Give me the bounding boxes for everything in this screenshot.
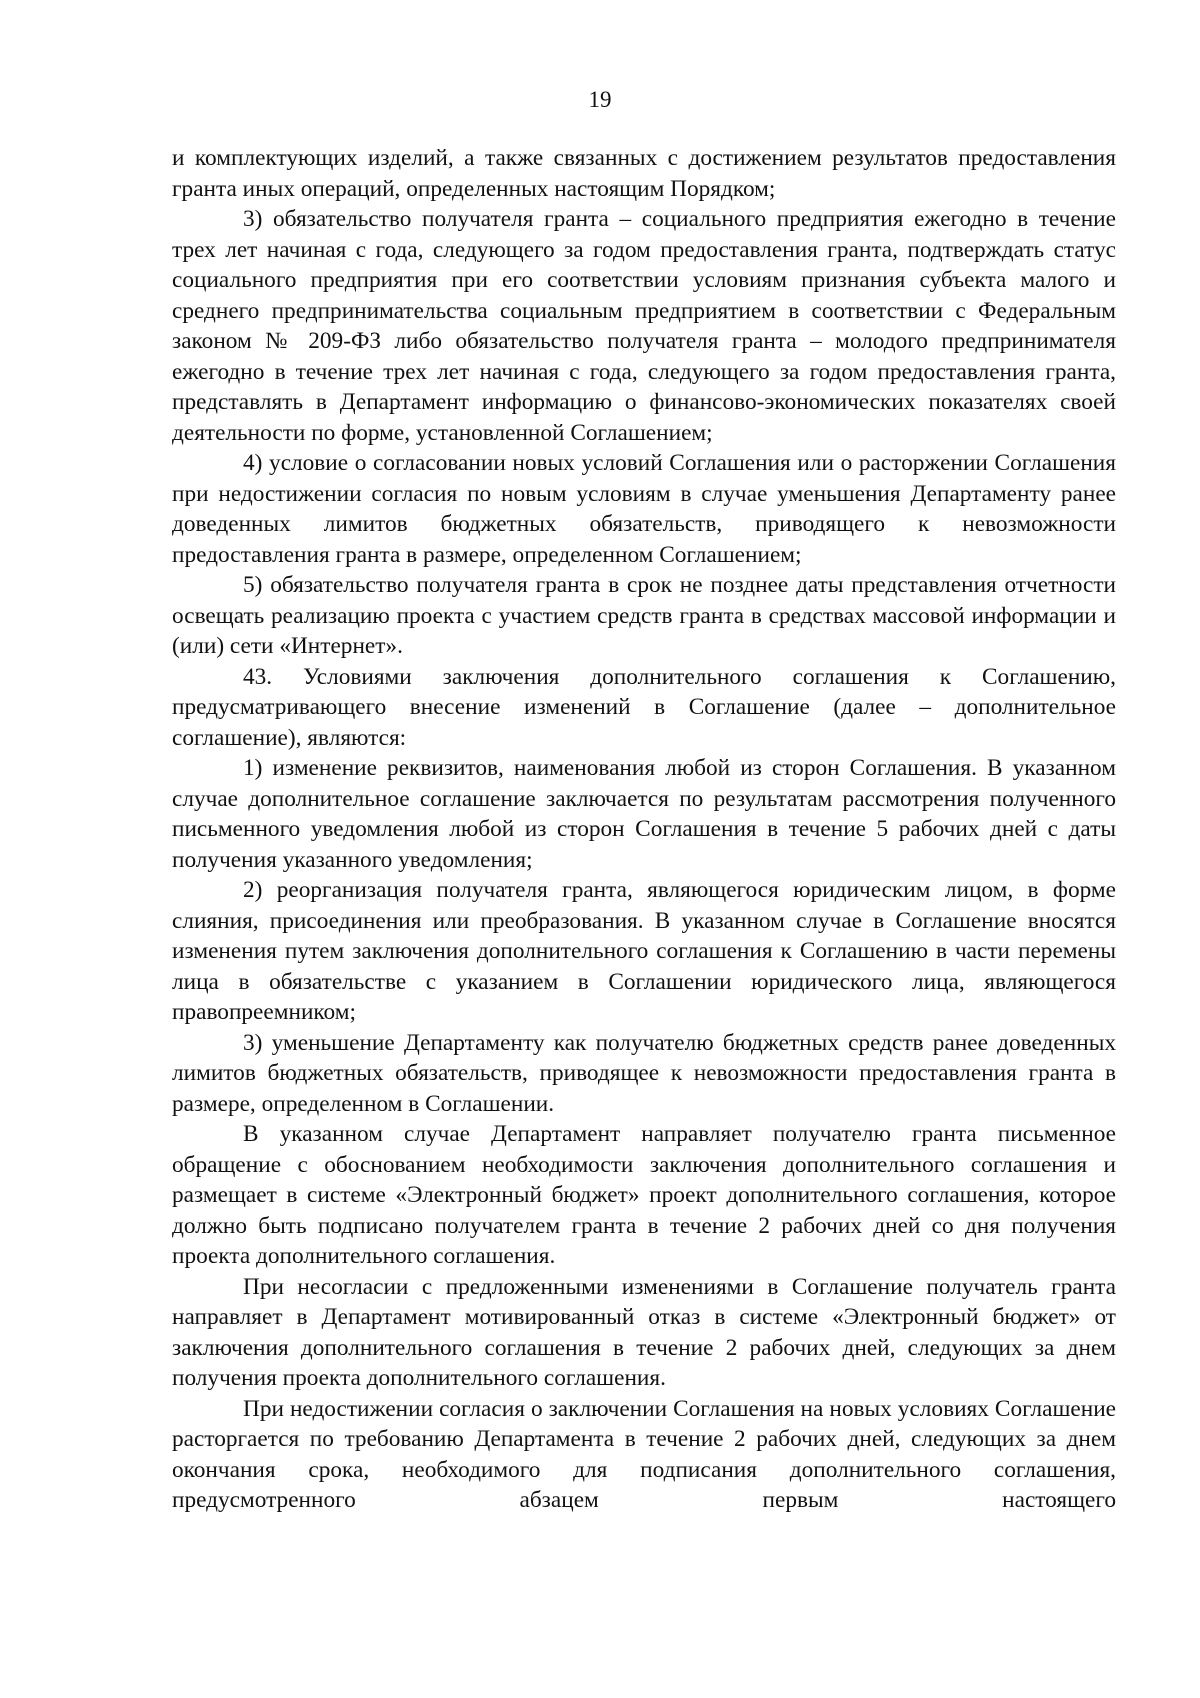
document-body bbox=[172, 143, 1116, 1516]
paragraph-item-5-media-coverage: 5) обязательство получателя гранта в срок не позднее даты представления отчетности освещать реализацию проекта с участием средств гранта в средствах массовой информации и (или) сети «Интернет». bbox=[172, 572, 1116, 659]
paragraph-item-4-agreement-conditions: 4) условие о согласовании новых условий Соглашения или о расторжении Соглашения при недостижении согласия по новым условиям в случае уменьшения Департаменту ранее доведенных лимитов бюджетных обязательств, приводящего к невозможности предоставления гранта в размере, определенном Соглашением; bbox=[172, 450, 1116, 568]
paragraph-item-2-reorganization: 2) реорганизация получателя гранта, являющегося юридическим лицом, в форме слияния, присоединения или преобразования. В указанном случае в Соглашение вносятся изменения путем заключения дополнительного соглашения к Соглашению в части перемены лица в обязательстве с указанием в Соглашении юридического лица, являющегося правопреемником; bbox=[172, 877, 1116, 1025]
paragraph-disagreement: При несогласии с предложенными изменениями в Соглашение получатель гранта направляет в Департамент мотивированный отказ в системе «Электронный бюджет» от заключения дополнительного соглашения в течение 2 рабочих дней, следующих за днем получения проекта дополнительного соглашения. bbox=[172, 1273, 1116, 1391]
page-number: 19 bbox=[588, 87, 612, 112]
paragraph-item-3-obligation-status: 3) обязательство получателя гранта – социального предприятия ежегодно в течение трех лет начиная с года, следующего за годом предоставления гранта, подтверждать статус социального предприятия при его соответствии условиям признания субъекта малого и среднего предпринимательства социальным предприятием в соответствии с Федеральным законом № 209-ФЗ либо обязательство получателя гранта – молодого предпринимателя ежегодно в течение трех лет начиная с года, следующего за годом предоставления гранта, представлять в Департамент информацию о финансово-экономических показателях своей деятельности по форме, установленной Соглашением; bbox=[172, 206, 1116, 446]
paragraph-continuation: и комплектующих изделий, а также связанных с достижением результатов предоставления гранта иных операций, определенных настоящим Порядком; bbox=[172, 145, 1116, 202]
paragraph-item-1-requisites-change: 1) изменение реквизитов, наименования любой из сторон Соглашения. В указанном случае дополнительное соглашение заключается по результатам рассмотрения полученного письменного уведомления любой из сторон Соглашения в течение 5 рабочих дней с даты получения указанного уведомления; bbox=[172, 755, 1116, 873]
paragraph-section-43: 43. Условиями заключения дополнительного соглашения к Соглашению, предусматривающего внесение изменений в Соглашение (далее – дополнительное соглашение), являются: bbox=[172, 663, 1116, 751]
paragraph-item-3-limits-reduction: 3) уменьшение Департаменту как получателю бюджетных средств ранее доведенных лимитов бюджетных обязательств, приводящее к невозможности предоставления гранта в размере, определенном в Соглашении. bbox=[172, 1029, 1116, 1117]
paragraph-department-request: В указанном случае Департамент направляет получателю гранта письменное обращение с обоснованием необходимости заключения дополнительного соглашения и размещает в системе «Электронный бюджет» проект дополнительного соглашения, которое должно быть подписано получателем гранта в течение 2 рабочих дней со дня получения проекта дополнительного соглашения. bbox=[172, 1121, 1116, 1269]
paragraph-termination: При недостижении согласия о заключении Соглашения на новых условиях Соглашение расторгается по требованию Департамента в течение 2 рабочих дней, следующих за днем окончания срока, необходимого для подписания дополнительного соглашения, предусмотренного абзацем первым настоящего bbox=[172, 1395, 1116, 1513]
